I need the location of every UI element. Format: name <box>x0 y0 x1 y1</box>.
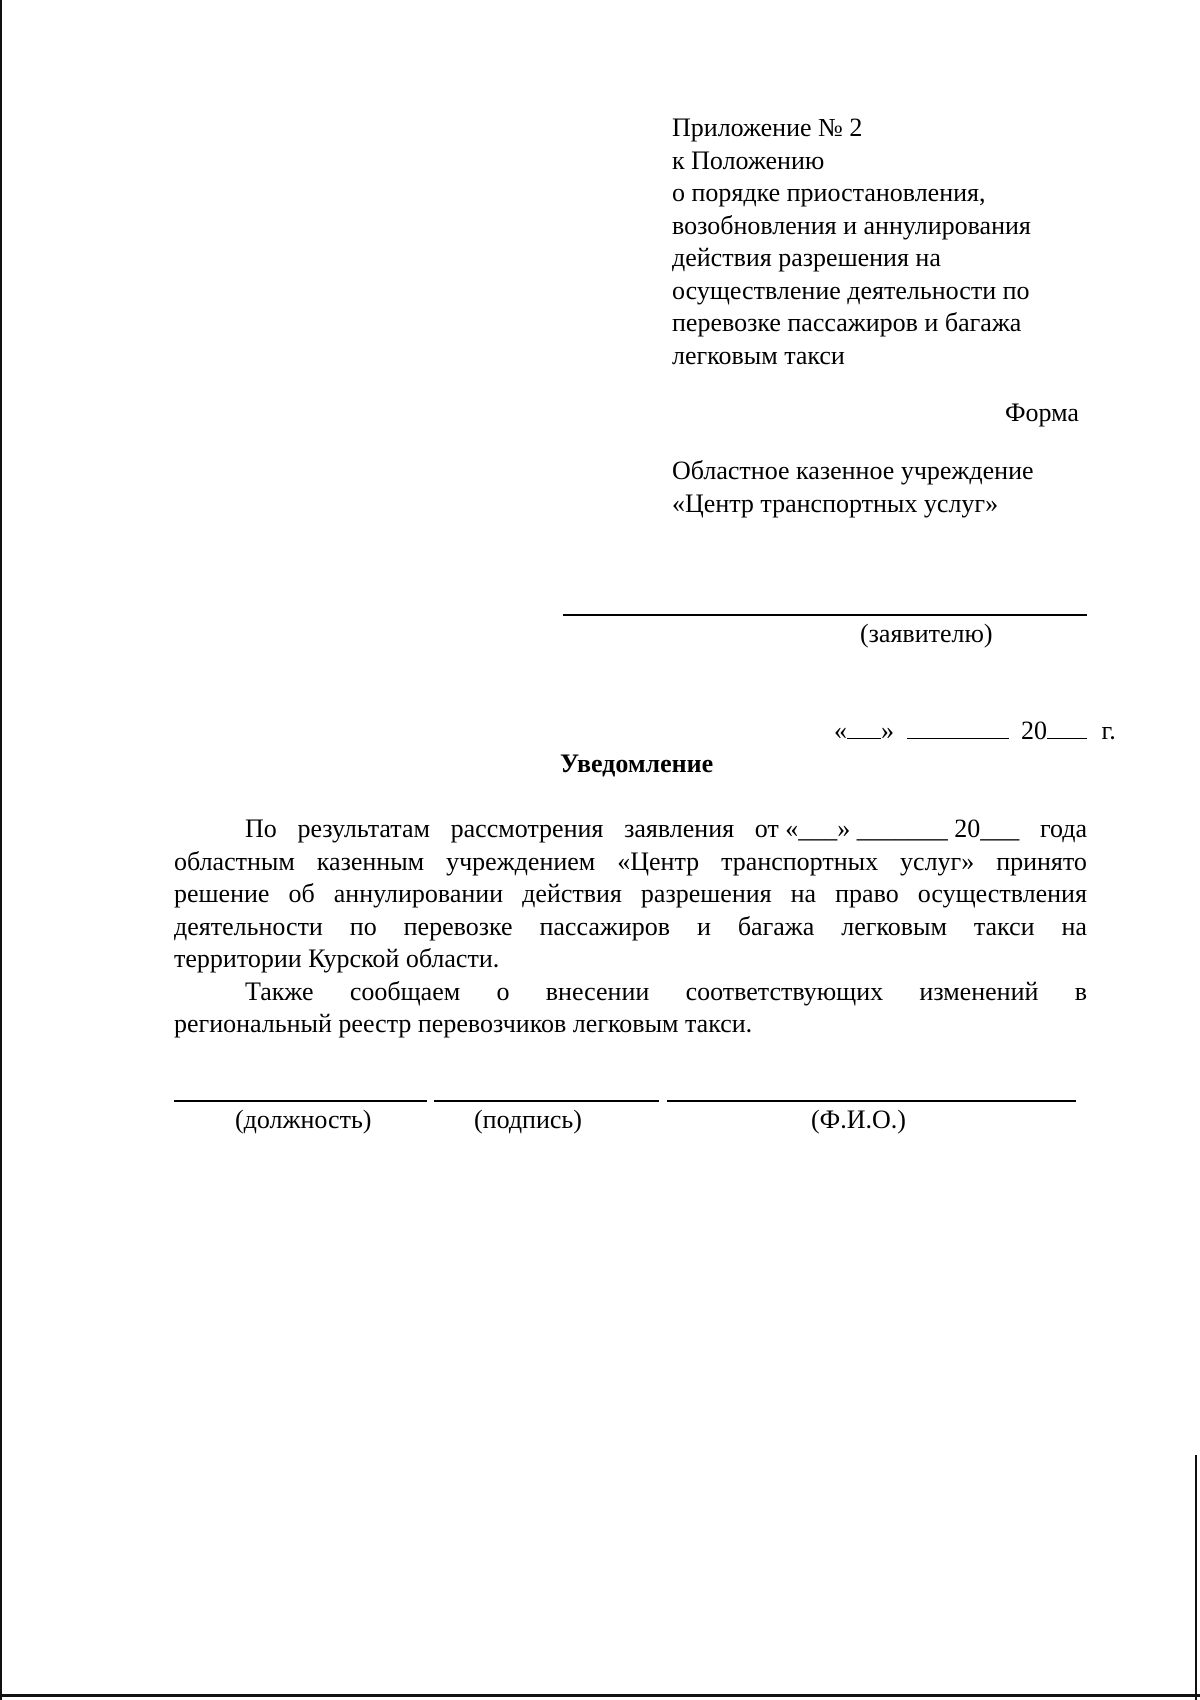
body-word: по <box>349 911 377 941</box>
date-close-quote: » <box>881 716 894 745</box>
date-year-blank <box>1047 718 1087 739</box>
body-text-line: региональный реестр перевозчиков легковым такси. <box>174 1009 753 1038</box>
appendix-line: о порядке приостановления, <box>672 178 986 207</box>
body-word: учреждением <box>446 846 596 876</box>
scan-border-bottom <box>0 1694 1200 1697</box>
body-line <box>174 878 1087 911</box>
body-word: право <box>835 879 899 908</box>
body-word: на <box>1061 911 1087 941</box>
appendix-line: осуществление деятельности по <box>672 275 1030 305</box>
body-word: пассажиров <box>539 911 671 941</box>
body-word: на <box>790 879 817 908</box>
date-field <box>834 715 1116 748</box>
organization-line-1: Областное казенное учреждение <box>672 456 1034 485</box>
appendix-line: перевозке пассажиров и багажа <box>672 308 1022 337</box>
body-word: действия <box>522 879 622 908</box>
body-line <box>174 813 1087 846</box>
date-month-blank <box>907 718 1009 739</box>
body-word: багажа <box>737 911 815 941</box>
body-word: По <box>245 814 277 843</box>
body-word: заявления <box>624 814 735 843</box>
body-word: и <box>696 911 711 941</box>
body-word: транспортных <box>721 846 879 876</box>
body-word: результатам <box>297 814 430 843</box>
body-word: об <box>288 879 315 908</box>
body-word: услуг» <box>900 846 975 876</box>
date-day-blank <box>847 718 881 739</box>
body-word: такси <box>973 911 1035 941</box>
body-word: осуществления <box>917 879 1087 908</box>
position-fill-line <box>174 1100 427 1102</box>
name-fill-line <box>667 1100 1076 1102</box>
organization-block <box>672 455 1034 520</box>
body-line <box>174 976 1087 1009</box>
body-word: рассмотрения <box>450 814 604 843</box>
body-line <box>174 1008 1087 1041</box>
body-word: в <box>1074 976 1087 1006</box>
body-word: изменений <box>919 976 1039 1006</box>
applicant-caption: (заявителю) <box>860 619 993 648</box>
body-word: соответствующих <box>685 976 884 1006</box>
date-year-suffix: г. <box>1101 716 1116 745</box>
body-word: принято <box>996 846 1087 876</box>
body-word: от «___» _______ 20___ <box>754 814 1020 843</box>
scan-border-right <box>1195 1455 1197 1700</box>
form-label: Форма <box>1005 398 1079 427</box>
body-word: деятельности <box>174 911 323 941</box>
signature-fill-line <box>434 1100 659 1102</box>
body-word: разрешения <box>640 879 772 908</box>
appendix-line: к Положению <box>672 145 825 175</box>
scan-border-left <box>0 0 2 1700</box>
body-word: «Центр <box>617 846 700 876</box>
appendix-line: действия разрешения на <box>672 243 941 272</box>
body-word: областным <box>174 846 295 876</box>
appendix-header <box>672 112 1031 372</box>
appendix-line: легковым такси <box>672 340 845 370</box>
body-word: решение <box>174 879 270 908</box>
notification-body <box>174 813 1087 1041</box>
body-word: Также <box>245 976 314 1006</box>
body-word: о <box>496 976 510 1006</box>
appendix-line: Приложение № 2 <box>672 113 863 142</box>
body-word: перевозке <box>403 911 513 941</box>
date-open-quote: « <box>834 716 847 745</box>
position-caption: (должность) <box>235 1105 372 1134</box>
body-line <box>174 911 1087 944</box>
appendix-line: возобновления и аннулирования <box>672 210 1031 240</box>
body-text-line: территории Курской области. <box>174 944 500 973</box>
body-word: аннулировании <box>333 879 504 908</box>
body-word: легковым <box>841 911 947 941</box>
name-caption: (Ф.И.О.) <box>811 1105 906 1134</box>
organization-line-2: «Центр транспортных услуг» <box>672 488 999 518</box>
signature-caption: (подпись) <box>474 1105 582 1134</box>
body-word: казенным <box>316 846 425 876</box>
body-line <box>174 943 1087 976</box>
body-word: сообщаем <box>349 976 461 1006</box>
applicant-fill-line <box>563 614 1087 616</box>
date-year-prefix: 20 <box>1021 716 1047 745</box>
body-line <box>174 846 1087 879</box>
body-word: внесении <box>545 976 650 1006</box>
body-word: года <box>1039 814 1087 843</box>
document-title: Уведомление <box>560 749 714 778</box>
